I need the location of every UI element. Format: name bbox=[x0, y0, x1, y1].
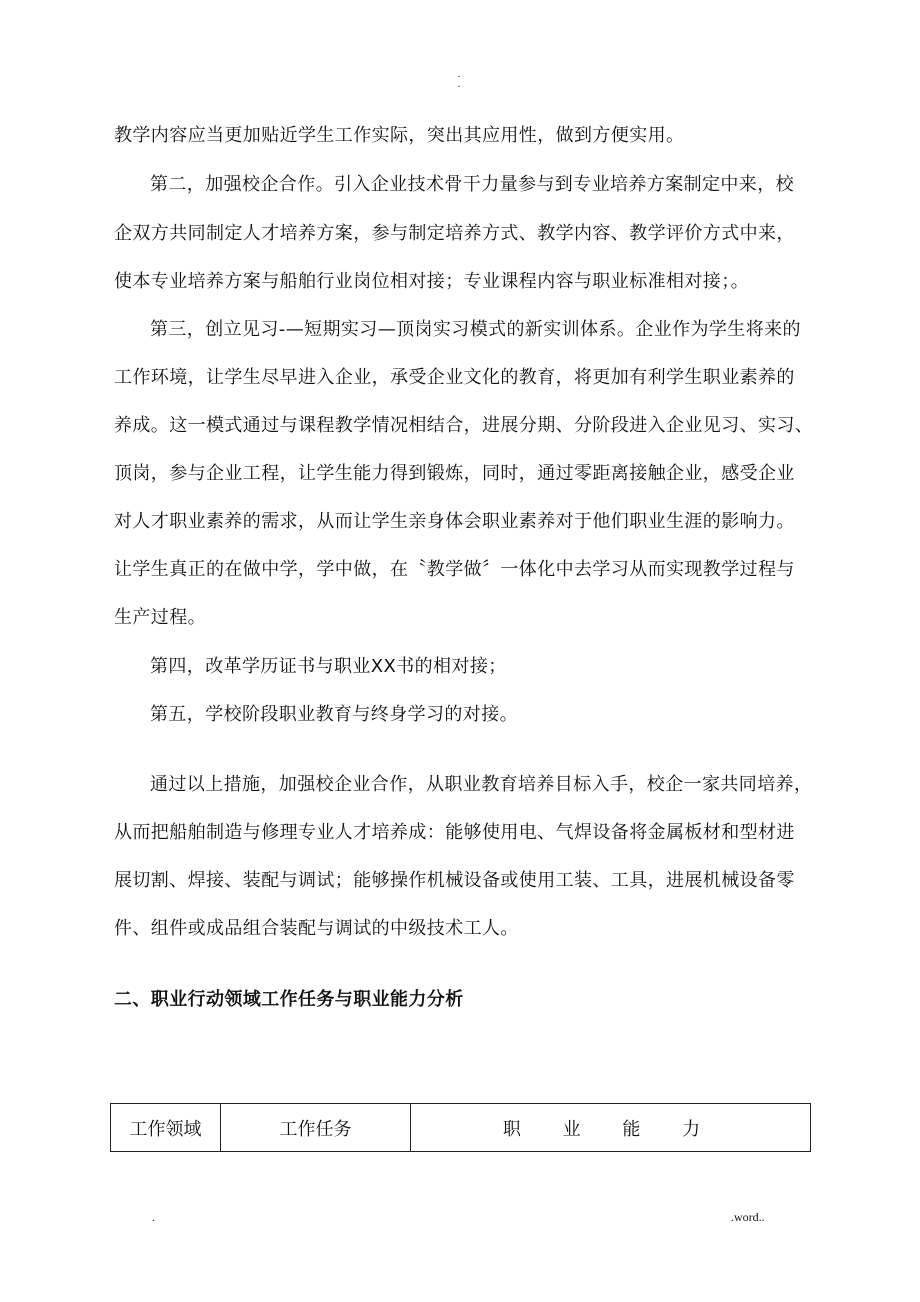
paragraph-line: 让学生真正的在做中学，学中做，在〝教学做〞一体化中去学习从而实现教学过程与 bbox=[114, 559, 795, 580]
paragraph-line: 企双方共同制定人才培养方案，参与制定培养方式、教学内容、教学评价方式中来， bbox=[114, 223, 795, 244]
paragraph-line: 件、组件或成品组合装配与调试的中级技术工人。 bbox=[114, 918, 519, 939]
column-header-work-domain: 工作领域 bbox=[111, 1104, 221, 1152]
paragraph-line: 使本专业培养方案与船舶行业岗位相对接；专业课程内容与职业标准相对接；。 bbox=[114, 271, 749, 292]
paragraph-line: 第三，创立见习-—短期实习—顶岗实习模式的新实训体系。企业作为学生将来的 bbox=[150, 319, 801, 340]
paragraph-line: 生产过程。 bbox=[114, 607, 206, 628]
paragraph-line: 通过以上措施，加强校企业合作，从职业教育培养目标入手，校企一家共同培养， bbox=[150, 774, 813, 795]
section-heading: 二、职业行动领域工作任务与职业能力分析 bbox=[114, 989, 464, 1010]
column-header-vocational-ability: 职 业 能 力 bbox=[411, 1104, 811, 1152]
paragraph-line: 养成。这一模式通过与课程教学情况相结合，进展分期、分阶段进入企业见习、实习、 bbox=[114, 415, 814, 436]
paragraph-line: 工作环境，让学生尽早进入企业，承受企业文化的教育，将更加有利学生职业素养的 bbox=[114, 367, 795, 388]
table-header-row bbox=[111, 1104, 811, 1152]
page-header-marker: . . bbox=[457, 69, 461, 90]
paragraph-line: 教学内容应当更加贴近学生工作实际，突出其应用性，做到方便实用。 bbox=[114, 125, 685, 146]
paragraph-line: 对人才职业素养的需求，从而让学生亲身体会职业素养对于他们职业生涯的影响力。 bbox=[114, 511, 795, 532]
ability-analysis-table bbox=[110, 1103, 811, 1152]
paragraph-line: 第五，学校阶段职业教育与终身学习的对接。 bbox=[150, 704, 518, 725]
column-header-work-task: 工作任务 bbox=[221, 1104, 411, 1152]
paragraph-line: 展切割、焊接、装配与调试；能够操作机械设备或使用工装、工具，进展机械设备零 bbox=[114, 870, 795, 891]
paragraph-line: 顶岗，参与企业工程，让学生能力得到锻炼，同时，通过零距离接触企业，感受企业 bbox=[114, 463, 795, 484]
footer-right-text: .word.. bbox=[731, 1210, 765, 1224]
paragraph-line: 从而把船舶制造与修理专业人才培养成：能够使用电、气焊设备将金属板材和型材进 bbox=[114, 822, 795, 843]
footer-left-marker: . bbox=[152, 1210, 155, 1224]
paragraph-line: 第二，加强校企合作。引入企业技术骨干力量参与到专业培养方案制定中来，校 bbox=[150, 174, 794, 195]
paragraph-line: 第四，改革学历证书与职业XX书的相对接； bbox=[150, 656, 507, 677]
